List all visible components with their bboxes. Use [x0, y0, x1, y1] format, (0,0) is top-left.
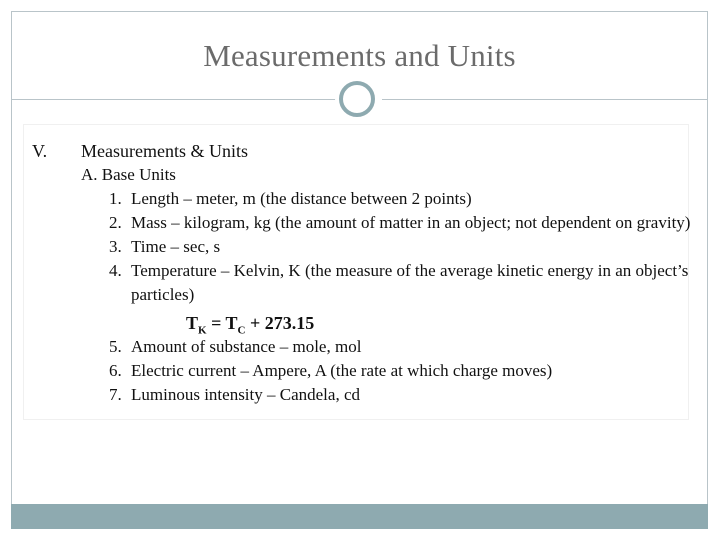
divider-ornament-circle	[339, 81, 375, 117]
footer-accent-bar	[11, 504, 708, 529]
list-item: Luminous intensity – Candela, cd	[131, 385, 360, 404]
list-item: Mass – kilogram, kg (the amount of matter in an object; not dependent on gravity)	[131, 213, 691, 232]
item-number: 7.	[109, 385, 122, 404]
item-number: 1.	[109, 189, 122, 208]
item-number: 4.	[109, 261, 122, 280]
formula-lhs: T	[186, 313, 199, 333]
item-number: 3.	[109, 237, 122, 256]
item-number: 2.	[109, 213, 122, 232]
list-item-continuation: particles)	[131, 285, 195, 304]
formula-rhs-subscript: C	[237, 324, 246, 337]
list-item: Length – meter, m (the distance between 2 points)	[131, 189, 472, 208]
item-number: 5.	[109, 337, 122, 356]
formula-equals: = T	[206, 313, 238, 333]
formula-lhs-subscript: K	[198, 324, 207, 337]
slide-title: Measurements and Units	[203, 38, 516, 73]
formula-rhs: + 273.15	[245, 313, 315, 333]
list-item: Electric current – Ampere, A (the rate at which charge moves)	[131, 361, 553, 380]
outline-heading: Measurements & Units	[81, 141, 248, 161]
list-item: Amount of substance – mole, mol	[131, 337, 362, 356]
title-divider-right	[382, 99, 708, 100]
title-divider-left	[11, 99, 341, 100]
outline-section: A. Base Units	[81, 165, 176, 184]
list-item: Temperature – Kelvin, K (the measure of the average kinetic energy in an object’s	[131, 261, 689, 280]
item-number: 6.	[109, 361, 122, 380]
outline-content	[24, 125, 691, 419]
list-item: Time – sec, s	[131, 237, 221, 256]
outline-roman-numeral: V.	[32, 141, 48, 161]
